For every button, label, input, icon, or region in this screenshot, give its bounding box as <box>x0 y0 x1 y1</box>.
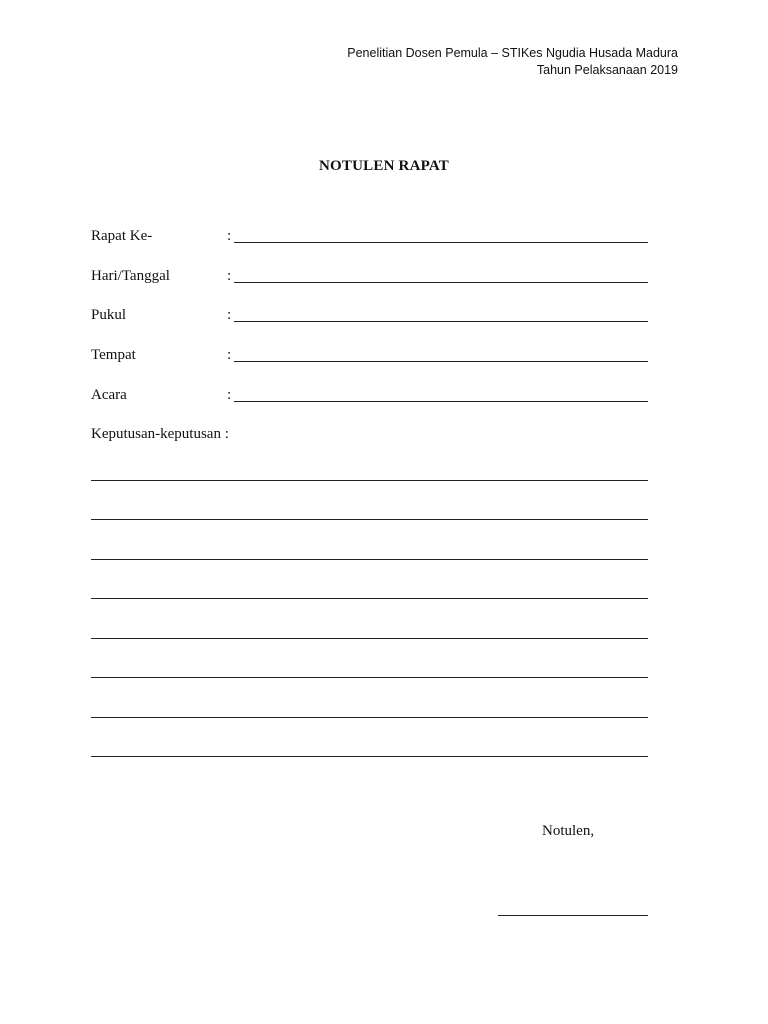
signature-label: Notulen, <box>542 823 595 839</box>
field-label: Rapat Ke- <box>91 228 153 244</box>
field-fill-line[interactable] <box>234 282 648 283</box>
page-header <box>347 45 678 79</box>
decision-line[interactable] <box>91 598 648 599</box>
field-colon: : <box>227 387 232 403</box>
field-fill-line[interactable] <box>234 242 648 243</box>
field-label: Acara <box>91 387 127 403</box>
field-label: Pukul <box>91 307 127 323</box>
header-line-year: Tahun Pelaksanaan 2019 <box>536 63 678 77</box>
field-colon: : <box>227 307 232 323</box>
decision-line[interactable] <box>91 677 648 678</box>
field-pukul[interactable] <box>91 305 648 327</box>
field-tempat[interactable] <box>91 345 648 367</box>
field-hari-tanggal[interactable] <box>91 266 648 288</box>
document-title: NOTULEN RAPAT <box>319 158 449 174</box>
field-rapat-ke[interactable] <box>91 226 648 248</box>
field-colon: : <box>227 347 232 363</box>
field-colon: : <box>227 268 232 284</box>
decision-line[interactable] <box>91 559 648 560</box>
decision-line[interactable] <box>91 717 648 718</box>
header-line-research: Penelitian Dosen Pemula – STIKes Ngudia Husada Madura <box>347 46 678 60</box>
decisions-label: Keputusan-keputusan : <box>91 426 229 442</box>
field-colon: : <box>227 228 232 244</box>
signature-line[interactable] <box>498 915 648 916</box>
decision-line[interactable] <box>91 638 648 639</box>
field-label: Tempat <box>91 347 136 363</box>
field-fill-line[interactable] <box>234 361 648 362</box>
field-acara[interactable] <box>91 385 648 407</box>
field-label: Hari/Tanggal <box>91 268 170 284</box>
decision-line[interactable] <box>91 519 648 520</box>
decision-line[interactable] <box>91 756 648 757</box>
field-fill-line[interactable] <box>234 401 648 402</box>
field-fill-line[interactable] <box>234 321 648 322</box>
decision-line[interactable] <box>91 480 648 481</box>
